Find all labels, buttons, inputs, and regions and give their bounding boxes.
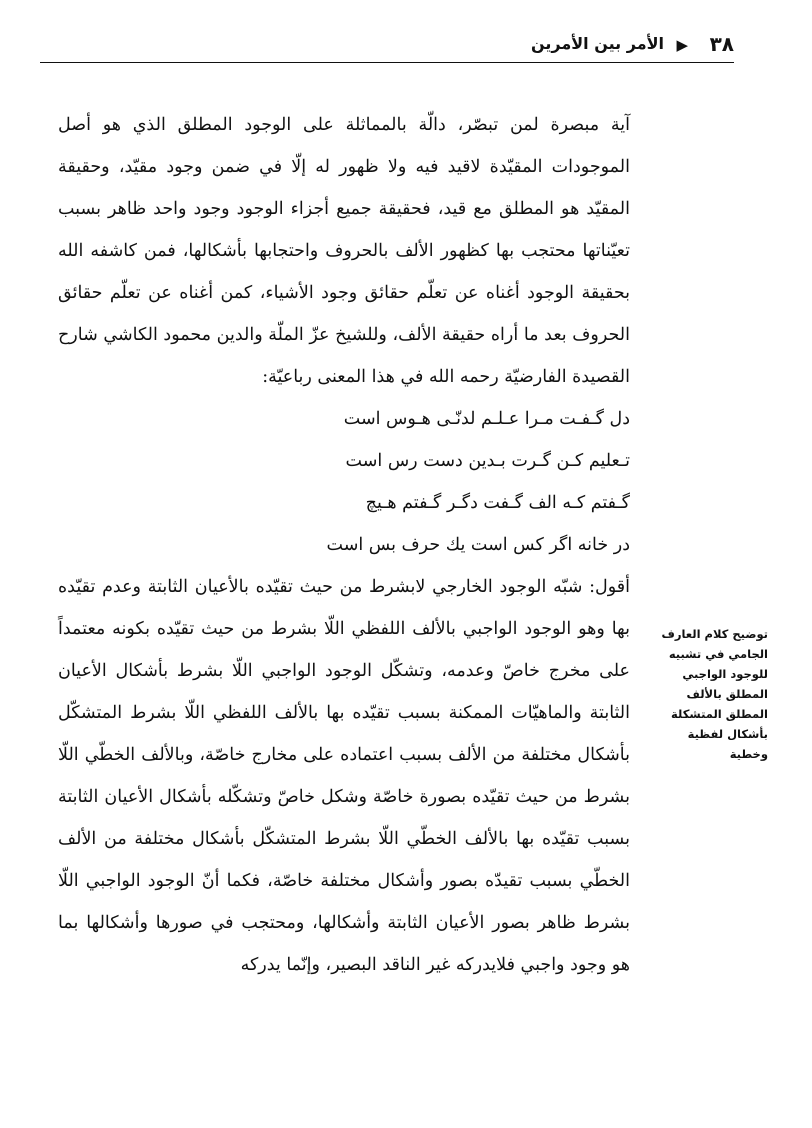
verse-line-3: گـفتم كـه الف گـفت دگـر گـفتم هـيچ: [365, 493, 630, 513]
verse-line-1: دل گـفـت مـرا عـلـم لدنّـى هـوس است: [343, 409, 630, 429]
running-header: [40, 30, 734, 63]
paragraph-2: أقول: شبّه الوجود الخارجي لابشرط من حيث تقيّده بالأعيان الثابتة وعدم تقيّده بها وهو الوجود الواجبي بالألف اللفظي اللّا بشرط من حيث تقيّده بكونه معتمداً على مخرج خاصّ وعدمه، وتشكّل الوجود الواجبي اللّا بشرط بأشكال الأعيان الثابتة والماهيّات الممكنة بسبب تقيّده بها بالألف اللفظي اللّا بشرط المتشكّل بأشكال مختلفة من الألف بسبب اعتماده على مخارج خاصّة، وبالألف الخطّي اللّا بشرط من حيث تقيّده بصورة خاصّة وشكل خاصّ وتشكّله بأشكال الأعيان الثابتة بسبب تقيّده بها بالألف الخطّي اللّا بشرط المتشكّل بأشكال مختلفة من الألف الخطّي بسبب تقيدّه بصور وأشكال مختلفة خاصّة، فكما أنّ الوجود الواجبي اللّا بشرط ظاهر بصور الأعيان الثابتة وأشكالها، ومحتجب في صورها وأشكالها بما هو وجود واجبي فلايدركه غير الناقد البصير، وإنّما يدركه: [58, 577, 630, 975]
arrow-right-icon: ▶: [676, 36, 688, 54]
verse-line-2: تـعليم كـن گـرت بـدين دست رس است: [345, 451, 630, 471]
main-text: [58, 104, 630, 986]
running-title: الأمر بين الأمرين: [531, 34, 664, 53]
paragraph-1: آية مبصرة لمن تبصّر، دالّة بالمماثلة على الوجود المطلق الذي هو أصل الموجودات المقيّدة لاقيد فيه ولا ظهور له إلّا في ضمن وجود مقيّد، وحقيقة المقيّد هو المطلق مع قيد، فحقيقة جميع أجزاء الوجود وجود واحد ظاهر بسبب تعيّناتها محتجب بها كظهور الألف بالحروف واحتجابها بأشكالها، فمن كاشفه الله بحقيقة الوجود أغناه عن تعلّم حقائق وجود الأشياء، كمن أغناه عن تعلّم حقائق الحروف بعد ما أراه حقيقة الألف، وللشيخ عزّ الملّة والدين محمود الكاشي شارح القصيدة الفارضيّة رحمه الله في هذا المعنى رباعيّة:: [58, 115, 630, 387]
margin-note: توضيح كلام العارف الجامي في تشبيه للوجود الواجبي المطلق بالألف المطلق المتشكلة بأشكال لفظية وخطية: [661, 627, 768, 761]
verse-line-4: در خانه اگر كس است يك حرف بس است: [326, 535, 630, 555]
page-number: ٣٨: [709, 32, 734, 56]
